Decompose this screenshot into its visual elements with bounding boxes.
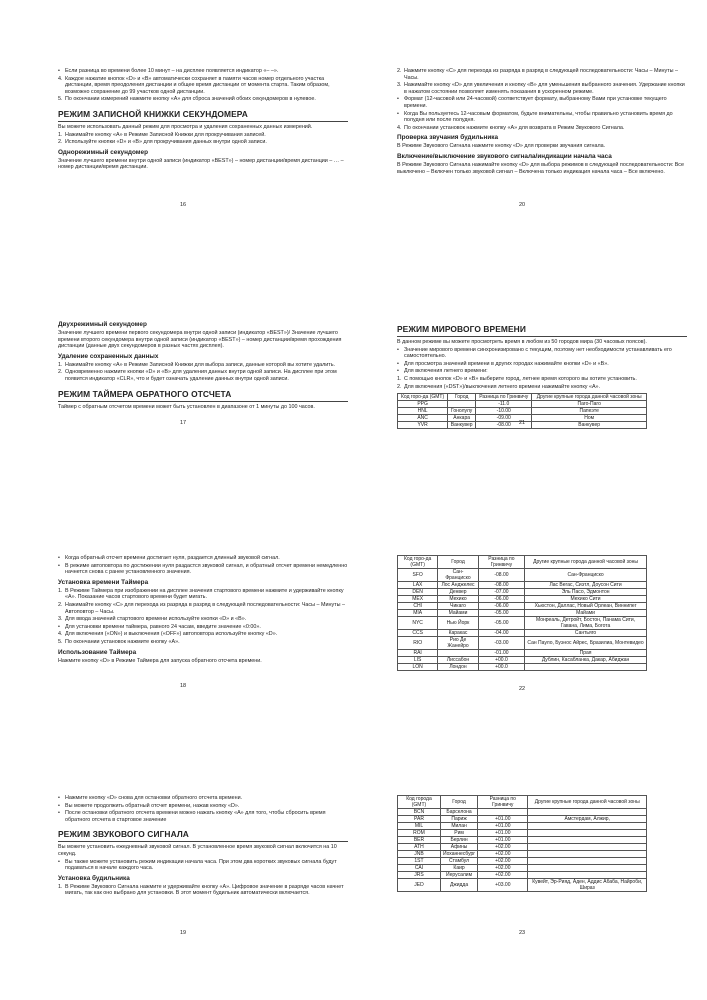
table-cell: Йоханнесбург <box>440 851 477 858</box>
table-row <box>398 401 647 408</box>
list-item-text: Если разница во времени более 10 минут – на дисплее появляется индикатор «– –». <box>65 68 279 74</box>
top-list <box>58 555 348 576</box>
table-cell: +00.0 <box>478 657 524 664</box>
section-heading: РЕЖИМ ЗВУКОВОГО СИГНАЛА <box>58 829 189 840</box>
table-row <box>398 657 647 664</box>
table-cell: +01.00 <box>478 837 528 844</box>
column-header: Код города (GMT) <box>398 796 441 809</box>
table-cell: Мехико Сити <box>525 596 647 603</box>
table-cell: +01.00 <box>478 830 528 837</box>
list-marker: • <box>58 795 60 801</box>
list-item <box>58 795 348 802</box>
list-item-text: Значение мирового времени синхронизировано с текущим, поэтому нет необходимости устанавливать его самостоятельно. <box>404 346 672 360</box>
table-cell: Лиссабон <box>438 657 478 664</box>
list-marker: • <box>397 346 399 353</box>
table-row <box>398 664 647 671</box>
list-marker: 5. <box>58 638 63 645</box>
table-cell: +01.00 <box>478 816 528 823</box>
table-cell <box>528 823 647 830</box>
subheading-hourly-signal: Включение/выключение звукового сигнала/индикации начала часа <box>397 152 612 160</box>
list-marker: • <box>58 623 60 630</box>
table-row <box>398 650 647 657</box>
table-cell: Ном <box>532 415 647 422</box>
list-item-text: В режиме автоповтора по достижении нуля раздастся звуковой сигнал, и обратный отсчет времени немедленно начнется снова с ранее установленного значения. <box>65 562 348 576</box>
column-header: Код горо-да (GMT) <box>398 556 438 569</box>
table-row <box>398 879 647 892</box>
table-cell: CHI <box>398 603 438 610</box>
list-item <box>397 368 687 375</box>
list-marker: • <box>58 68 60 74</box>
list-item-text: Вы также можете установить режим индикации начала часа. При этом два коротких звуковых сигнала будут подаваться в начале каждого часа. <box>65 858 337 872</box>
list-item <box>58 563 348 576</box>
table-cell: Амстердам, Алжир, <box>528 816 647 823</box>
list-item-text: В Режиме Таймера при изображении на дисплее значения стартового времени нажмите и удерживайте кнопку «A». Показание часов стартового времени будет мигать. <box>65 587 344 601</box>
list-marker: 2. <box>58 139 63 146</box>
timezone-table <box>397 795 647 892</box>
table-cell: Ванкувер <box>448 422 476 429</box>
table-cell: Афины <box>440 844 477 851</box>
page-number: 21 <box>519 420 526 426</box>
table-cell: Лас Вегас, Сиэтл, Доусон Сити <box>525 582 647 589</box>
intro-text: Вы можете использовать данный режим для просмотра и удаления сохраненных данных измерений. <box>58 123 313 130</box>
list-item-text: Для ввода значений стартового времени используйте кнопки «D» и «B». <box>65 616 247 623</box>
table-cell: RAI <box>398 650 438 657</box>
list-item-text: Для включения летнего времени: <box>404 368 488 375</box>
table-row <box>398 637 647 650</box>
column-header: Другие крупные города данной часовой зоны <box>532 394 647 401</box>
table-cell: HNL <box>398 408 448 415</box>
table-cell: Сантьяго <box>525 630 647 637</box>
alarm-test-text: В Режиме Звукового Сигнала нажмите кнопку «D» для проверки звучания сигнала. <box>397 143 606 150</box>
list-item <box>397 82 687 95</box>
table-cell: RIO <box>398 637 438 650</box>
table-cell: ANC <box>398 415 448 422</box>
list-item-text: Когда обратный отсчет времени достигает нуля, раздается длинный звуковой сигнал. <box>65 555 280 561</box>
intro-text: Вы можете установить ежедневный звуковой сигнал. В установленное время звуковой сигнал включится на 10 секунд. <box>58 844 337 857</box>
table-cell: Эль Пасо, Эдмонтон <box>525 589 647 596</box>
timer-use-text: Нажмите кнопку «D» в Режиме Таймера для запуска обратного отсчета времени. <box>58 657 262 664</box>
section-heading: РЕЖИМ МИРОВОГО ВРЕМЕНИ <box>397 324 526 334</box>
table-cell: +03.00 <box>478 879 528 892</box>
table-cell: NYC <box>398 617 438 630</box>
table-cell: Каир <box>440 865 477 872</box>
list-marker: • <box>58 858 60 865</box>
table-cell: -10.00 <box>476 408 532 415</box>
list-item <box>58 803 348 810</box>
list-marker: • <box>397 360 399 367</box>
table-header-row <box>398 394 647 401</box>
table-cell: ATH <box>398 844 441 851</box>
subheading-alarm-test: Проверка звучания будильника <box>397 134 499 142</box>
list-item-text: Для просмотра значений времени в других городах нажимайте кнопки «D» и «B». <box>404 360 609 367</box>
divider <box>58 401 348 402</box>
table-cell: MIL <box>398 823 441 830</box>
table-cell: -11.0 <box>476 401 532 408</box>
table-cell: -06.00 <box>478 603 524 610</box>
list-marker: 1. <box>58 361 63 368</box>
list-item <box>58 588 348 601</box>
table-cell: ROM <box>398 830 441 837</box>
table-cell: +00.0 <box>478 664 524 671</box>
table-cell: BCN <box>398 809 441 816</box>
table-cell: Чикаго <box>438 603 478 610</box>
table-cell <box>478 809 528 816</box>
table-row <box>398 865 647 872</box>
table-cell <box>528 809 647 816</box>
table-cell: Лос Анджелес <box>438 582 478 589</box>
hourly-signal-text: В Режиме Звукового Сигнала нажимайте кнопку «D» для выбора режимов в следующей последовательности: Все выключено – Включен только звуковой сигнал – Включена только индикация начала часа – Все включено. <box>397 161 684 175</box>
page-number: 20 <box>519 202 526 208</box>
table-cell: BER <box>398 837 441 844</box>
table-cell: Мехико <box>438 596 478 603</box>
column-header: Город <box>440 796 477 809</box>
steps-list <box>397 347 687 391</box>
list-item-text: Нажимайте кнопку «A» в Режиме Записной Книжки для прокручивания записей. <box>65 131 266 138</box>
list-marker: 4. <box>397 124 402 131</box>
list-marker: • <box>58 810 60 817</box>
table-cell: Сан-Франциско <box>525 569 647 582</box>
section-heading: РЕЖИМ ЗАПИСНОЙ КНИЖКИ СЕКУНДОМЕРА <box>58 108 248 119</box>
steps-list <box>58 884 348 897</box>
list-marker: 1. <box>58 587 63 594</box>
table-cell: +02.00 <box>478 865 528 872</box>
table-cell: Майами <box>438 610 478 617</box>
table-cell: CAI <box>398 865 441 872</box>
divider <box>58 841 348 842</box>
table-cell: LIS <box>398 657 438 664</box>
column-header: Код горо-да (GMT) <box>398 394 448 401</box>
list-item-text: Используйте кнопки «D» и «B» для прокручивания данных внутри одной записи. <box>65 139 267 146</box>
table-cell: -06.00 <box>478 596 524 603</box>
column-header: Другие крупные города данной часовой зоны <box>528 796 647 809</box>
table-row <box>398 858 647 865</box>
list-item <box>397 384 687 391</box>
timezone-table <box>397 555 647 671</box>
table-cell: Иерусалим <box>440 872 477 879</box>
table-cell <box>438 650 478 657</box>
table-cell <box>528 872 647 879</box>
page-number: 16 <box>180 202 187 208</box>
table-cell: +02.00 <box>478 858 528 865</box>
table-cell: Денвер <box>438 589 478 596</box>
table-cell <box>528 844 647 851</box>
steps-list <box>58 362 348 383</box>
table-cell: Кувейт, Эр-Рияд, Аден, Аддис Абаба, Найроби, Шираз <box>528 879 647 892</box>
list-marker: 2. <box>397 68 402 74</box>
list-item-text: Нажмите кнопку «C» для перехода из разряда в разряд в следующей последовательности: Часы – Минуты – Часы. <box>404 68 678 81</box>
table-cell: Рим <box>440 830 477 837</box>
divider <box>58 121 348 122</box>
table-cell: CCS <box>398 630 438 637</box>
list-marker: 1. <box>58 131 63 138</box>
table-cell: -05.00 <box>478 617 524 630</box>
table-row <box>398 816 647 823</box>
table-cell: Париж <box>440 816 477 823</box>
dual-stopwatch-text: Значение лучшего времени первого секундомера внутри одной записи (индикатор «BEST»)/ Значение лучшего времени второго секундомера внутри одной записи (индикатор «BEST») – номер дистанции/время прохождения дистанции (данные двух секундомеров в разных частях дисплея). <box>58 330 342 350</box>
table-cell: +01.00 <box>478 823 528 830</box>
list-marker: 5. <box>58 96 63 103</box>
list-item-text: Для включения («ON») и выключения («OFF») автоповтора используйте кнопку «D». <box>65 631 278 638</box>
list-item-text: После остановки обратного отсчета времени можно нажать кнопку «A» для того, чтобы сбросить время обратного отсчета в стартовое значение <box>65 810 326 823</box>
table-cell: JRS <box>398 872 441 879</box>
table-row <box>398 630 647 637</box>
column-header: Разница по Гринвичу <box>478 556 524 569</box>
list-marker: • <box>397 368 399 375</box>
table-cell: Ванкувер <box>532 422 647 429</box>
table-header-row <box>398 556 647 569</box>
list-item-text: Вы можете продолжить обратный отсчет времени, нажав кнопку «D». <box>65 802 240 809</box>
list-item-text: Нажимайте кнопку «C» для перехода из разряда в разряд в следующей последовательности: Часы – Минуты – Автоповтор – Часы. <box>65 601 345 615</box>
table-row <box>398 408 647 415</box>
table-cell: LAX <box>398 582 438 589</box>
table-cell: -07.00 <box>478 589 524 596</box>
list-item <box>58 602 348 615</box>
page-17 <box>58 318 348 426</box>
top-list <box>58 68 348 103</box>
list-item <box>58 631 348 638</box>
list-item <box>58 616 348 623</box>
table-cell <box>528 851 647 858</box>
list-marker: • <box>397 96 399 103</box>
page-23 <box>397 795 687 936</box>
subheading-timer-use: Использование Таймера <box>58 648 137 656</box>
list-item-text: Когда Вы пользуетесь 12-часовым форматом, будьте внимательны, чтобы правильно установить время до полудня или после полудня. <box>404 110 673 124</box>
table-cell: JNB <box>398 851 441 858</box>
list-marker: 1. <box>58 883 63 890</box>
table-cell: DEN <box>398 589 438 596</box>
table-cell: Папеэте <box>532 408 647 415</box>
table-row <box>398 603 647 610</box>
table-row <box>398 823 647 830</box>
column-header: Разница по Гринвичу <box>478 796 528 809</box>
top-list <box>58 795 348 823</box>
table-row <box>398 589 647 596</box>
table-cell: -08.00 <box>478 582 524 589</box>
subheading: Однорежимный секундомер <box>58 148 148 156</box>
list-item-text: Для включения («DST»)/выключения летнего времени нажимайте кнопку «A». <box>404 383 601 390</box>
table-cell: Паго-Паго <box>532 401 647 408</box>
page-22 <box>397 555 687 692</box>
table-cell: Сан-Франциско <box>438 569 478 582</box>
list-marker: 3. <box>58 616 63 623</box>
list-item-text: Нажмите кнопку «D» снова для остановки обратного отсчета времени. <box>65 795 243 801</box>
table-row <box>398 872 647 879</box>
list-item <box>397 125 687 132</box>
list-item <box>58 639 348 646</box>
list-item-text: Каждое нажатие кнопок «D» и «B» автоматически сохраняет в памяти часов номер отдельного участка дистанции, время преодоления дистанции и общее время дистанции от момента старта. Таким образом, возможно сохранение до 99 участков одной дистанции. <box>65 75 330 95</box>
page-number: 19 <box>180 930 187 936</box>
list-item-text: Для установки времени таймера, равного 24 часам, введите значение «0:00». <box>65 623 261 630</box>
table-cell: -08.00 <box>476 422 532 429</box>
list-item <box>58 76 348 96</box>
list-item <box>397 376 687 383</box>
column-header: Город <box>438 556 478 569</box>
table-header-row <box>398 796 647 809</box>
list-item <box>58 884 348 897</box>
table-cell: 1ST <box>398 858 441 865</box>
list-item-text: Одновременно нажмите кнопки «D» и «B» для удаления данных внутри одной записи. На дисплее при этом появится индикатор «CLR», что и будет означать удаление данных внутри одной записи. <box>65 369 337 382</box>
list-item <box>397 111 687 124</box>
divider <box>397 336 687 337</box>
table-cell <box>528 865 647 872</box>
list-item <box>397 361 687 368</box>
table-cell: +02.00 <box>478 844 528 851</box>
table-cell: SFO <box>398 569 438 582</box>
page-number: 18 <box>180 683 187 689</box>
list-marker: • <box>58 562 60 569</box>
table-cell: MEX <box>398 596 438 603</box>
list-item-text: С помощью кнопок «D» и «B» выберите город, летнее время которого вы хотите установить. <box>404 375 637 382</box>
list-item <box>58 96 348 103</box>
table-cell: -09.00 <box>476 415 532 422</box>
table-cell: LON <box>398 664 438 671</box>
table-cell: Рио Де Жанейро <box>438 637 478 650</box>
table-cell: Джидда <box>440 879 477 892</box>
table-row <box>398 596 647 603</box>
page-20 <box>397 68 687 208</box>
list-item <box>58 624 348 631</box>
table-cell: Сан Пауло, Буэнос Айрес, Бразилиа, Монтевидео <box>525 637 647 650</box>
intro-text: Таймер с обратным отсчетом времени может быть установлен в диапазоне от 1 минуты до 100 часов. <box>58 403 315 410</box>
table-cell: Анкара <box>448 415 476 422</box>
table-cell: +02.00 <box>478 851 528 858</box>
table-row <box>398 837 647 844</box>
list-item-text: По окончании измерений нажмите кнопку «A» для сброса значений обоих секундомеров в нулевое. <box>65 96 316 103</box>
steps-list <box>397 68 687 131</box>
table-cell: -05.00 <box>478 610 524 617</box>
table-cell: PPG <box>398 401 448 408</box>
table-cell: Дублин, Касабланка, Дакар, Абиджан <box>525 657 647 664</box>
list-item <box>58 132 348 139</box>
steps-list <box>58 588 348 646</box>
list-item <box>58 362 348 369</box>
list-marker: 1. <box>397 375 402 382</box>
table-cell <box>525 664 647 671</box>
table-cell: Майами <box>525 610 647 617</box>
table-cell: -04.00 <box>478 630 524 637</box>
table-cell: Берлин <box>440 837 477 844</box>
table-cell: Милан <box>440 823 477 830</box>
list-item <box>397 68 687 81</box>
table-row <box>398 844 647 851</box>
list-marker: 3. <box>397 82 402 89</box>
list-item <box>58 859 348 872</box>
table-cell: Прая <box>525 650 647 657</box>
page-21 <box>397 318 687 429</box>
table-cell: Монреаль, Детройт, Бостон, Панама Сити, Гавана, Лима, Богота <box>525 617 647 630</box>
page-number: 17 <box>180 420 187 426</box>
list-marker: • <box>58 555 60 561</box>
table-row <box>398 582 647 589</box>
table-row <box>398 610 647 617</box>
table-cell: YVR <box>398 422 448 429</box>
table-cell: -03.00 <box>478 637 524 650</box>
column-header: Разница по Гринвичу <box>476 394 532 401</box>
table-cell <box>528 858 647 865</box>
page-19 <box>58 795 348 936</box>
list-marker: 4. <box>58 631 63 638</box>
table-row <box>398 851 647 858</box>
list-item <box>58 68 348 75</box>
table-cell: Нью Йорк <box>438 617 478 630</box>
subheading-dual-stopwatch: Двухрежимный секундомер <box>58 321 147 328</box>
section-heading: РЕЖИМ ТАЙМЕРА ОБРАТНОГО ОТСЧЕТА <box>58 388 232 399</box>
page-number: 22 <box>519 686 526 692</box>
table-row <box>398 809 647 816</box>
list-item-text: По окончании установок нажмите кнопку «A» для возврата в Режим Звукового Сигнала. <box>404 124 625 131</box>
list-item-text: В Режиме Звукового Сигнала нажмите и удерживайте кнопку «A». Цифровое значение в разряде часов начнет мигать, так как оно выбрано для установки. В этот момент будильник автоматически включается. <box>65 883 344 897</box>
table-cell <box>528 830 647 837</box>
table-cell: PAR <box>398 816 441 823</box>
intro-text: В данном режиме вы можете просмотреть время в любом из 50 городов мира (30 часовых поясов). <box>397 339 647 345</box>
list-item <box>397 96 687 109</box>
table-cell: Барселона <box>440 809 477 816</box>
list-marker: 2. <box>58 369 63 376</box>
table-cell: -08.00 <box>478 569 524 582</box>
list-item <box>58 810 348 823</box>
table-cell: Лондон <box>438 664 478 671</box>
list-marker: 2. <box>58 601 63 608</box>
subheading-timer-setup: Установка времени Таймера <box>58 578 149 586</box>
list-item <box>58 555 348 562</box>
column-header: Город <box>448 394 476 401</box>
table-cell <box>448 401 476 408</box>
list-item <box>58 369 348 382</box>
table-row <box>398 617 647 630</box>
subheading-delete-data: Удаление сохраненных данных <box>58 352 159 360</box>
column-header: Другие крупные города данной часовой зоны <box>525 556 647 569</box>
table-cell: +02.00 <box>478 872 528 879</box>
notes-list <box>58 859 348 872</box>
list-item-text: Нажимайте кнопку «D» для увеличения и кнопку «B» для уменьшения выбранного значения. Удержание кнопки в нажатом состоянии позволяет изменять показания в ускоренном режиме. <box>404 82 685 95</box>
subheading-alarm-setup: Установка будильника <box>58 874 130 882</box>
table-cell <box>528 837 647 844</box>
list-marker: 4. <box>58 75 63 82</box>
list-item-text: По окончании установок нажмите кнопку «A». <box>65 638 180 645</box>
list-marker: 2. <box>397 383 402 390</box>
list-marker: • <box>397 110 399 117</box>
list-item <box>58 139 348 146</box>
page-16 <box>58 68 348 208</box>
list-item <box>397 347 687 360</box>
page-18 <box>58 555 348 689</box>
list-item-text: Нажимайте кнопку «A» в Режиме Записной Книжки для выбора записи, данные которой вы хотите удалить. <box>65 361 336 368</box>
sub-text: Значение лучшего времени внутри одной записи (индикатор «BEST») – номер дистанции/время дистанции – … – номер дистанции/время дистанции. <box>58 157 344 171</box>
table-cell: Каракас <box>438 630 478 637</box>
table-row <box>398 830 647 837</box>
list-marker: • <box>58 802 60 809</box>
table-cell: Гонолулу <box>448 408 476 415</box>
page-number: 23 <box>519 930 526 936</box>
steps-list <box>58 132 348 146</box>
table-row <box>398 569 647 582</box>
table-cell: JED <box>398 879 441 892</box>
table-cell: MIA <box>398 610 438 617</box>
table-cell: Хьюстон, Даллас, Новый Орлеан, Виннипег <box>525 603 647 610</box>
table-cell: Стамбул <box>440 858 477 865</box>
list-item-text: Формат (12-часовой или 24-часовой) соответствует формату, выбранному Вами при установке текущего времени. <box>404 96 667 109</box>
table-cell: -01.00 <box>478 650 524 657</box>
